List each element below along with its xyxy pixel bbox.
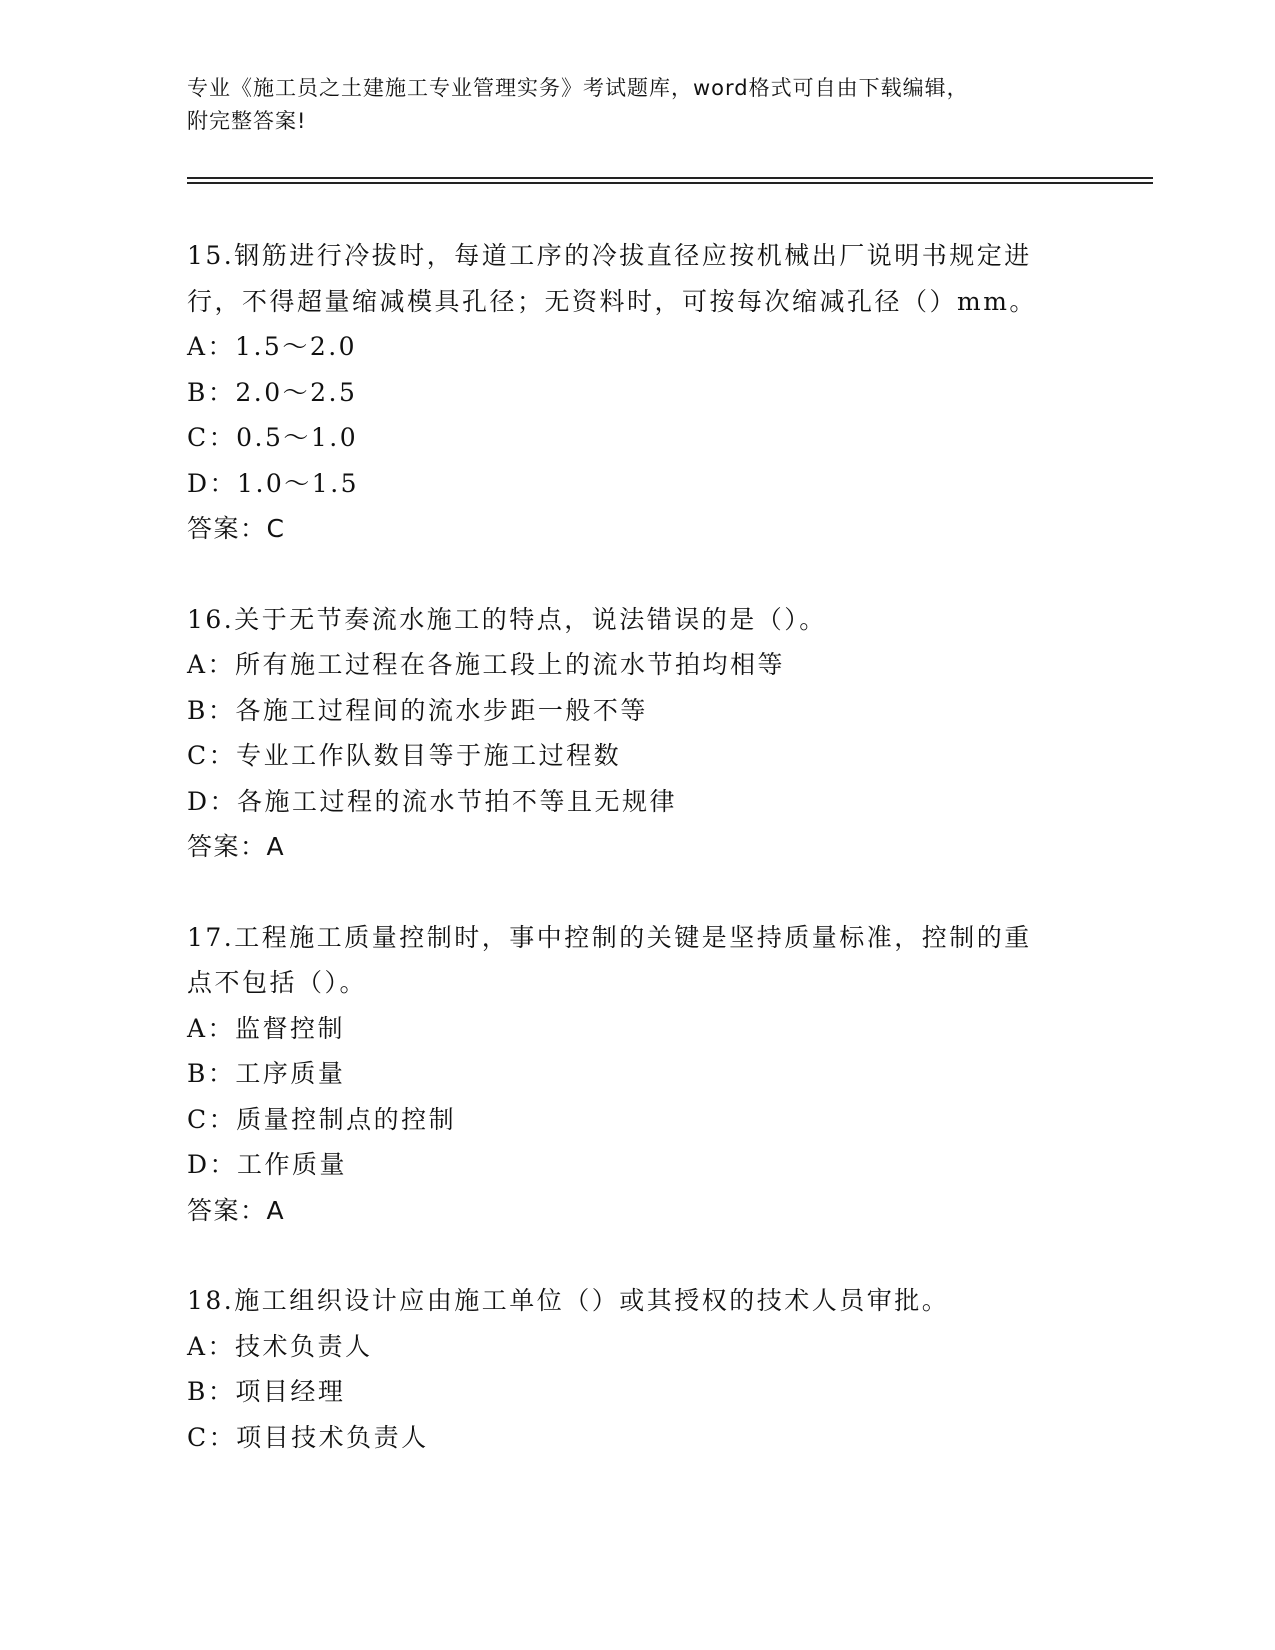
option-b: B：各施工过程间的流水步距一般不等 (187, 695, 648, 725)
header-line: 附完整答案! (187, 109, 307, 133)
header-divider (187, 177, 1153, 179)
option-d: D：工作质量 (187, 1150, 348, 1179)
option-c: C：项目技术负责人 (187, 1422, 429, 1452)
option-d: D：1.0～1.5 (187, 468, 360, 498)
question-18 (187, 1278, 1087, 1460)
option-c: C：质量控制点的控制 (187, 1104, 457, 1134)
header-divider (187, 182, 1153, 184)
option-d: D：各施工过程的流水节拍不等且无规律 (187, 786, 678, 816)
question-16 (187, 597, 1087, 870)
option-a: A：1.5～2.0 (187, 332, 358, 361)
option-c: C：0.5～1.0 (187, 423, 359, 452)
question-stem: 16.关于无节奏流水施工的特点，说法错误的是（）。 (187, 604, 827, 634)
question-stem: 点不包括（）。 (187, 968, 368, 997)
question-15 (187, 233, 1087, 552)
document-header (187, 72, 1087, 138)
option-b: B：2.0～2.5 (187, 377, 358, 407)
question-stem: 17.工程施工质量控制时，事中控制的关键是坚持质量标准，控制的重 (187, 922, 1032, 952)
option-b: B：工序质量 (187, 1059, 346, 1088)
option-a: A：技术负责人 (187, 1331, 373, 1361)
question-stem: 18.施工组织设计应由施工单位（）或其授权的技术人员审批。 (187, 1286, 950, 1315)
option-a: A：监督控制 (187, 1013, 346, 1043)
answer: 答案：C (187, 514, 286, 543)
question-stem: 15.钢筋进行冷拔时，每道工序的冷拔直径应按机械出厂说明书规定进 (187, 241, 1032, 270)
header-line: 专业《施工员之土建施工专业管理实务》考试题库，word格式可自由下载编辑， (187, 76, 969, 100)
answer: 答案：A (187, 832, 286, 861)
option-b: B：项目经理 (187, 1377, 346, 1406)
question-stem: 行，不得超量缩减模具孔径；无资料时，可按每次缩减孔径（）mm。 (187, 286, 1037, 316)
question-17 (187, 915, 1087, 1234)
question-list (187, 233, 1087, 1505)
option-c: C：专业工作队数目等于施工过程数 (187, 741, 622, 770)
option-a: A：所有施工过程在各施工段上的流水节拍均相等 (187, 650, 786, 679)
answer: 答案：A (187, 1195, 286, 1225)
